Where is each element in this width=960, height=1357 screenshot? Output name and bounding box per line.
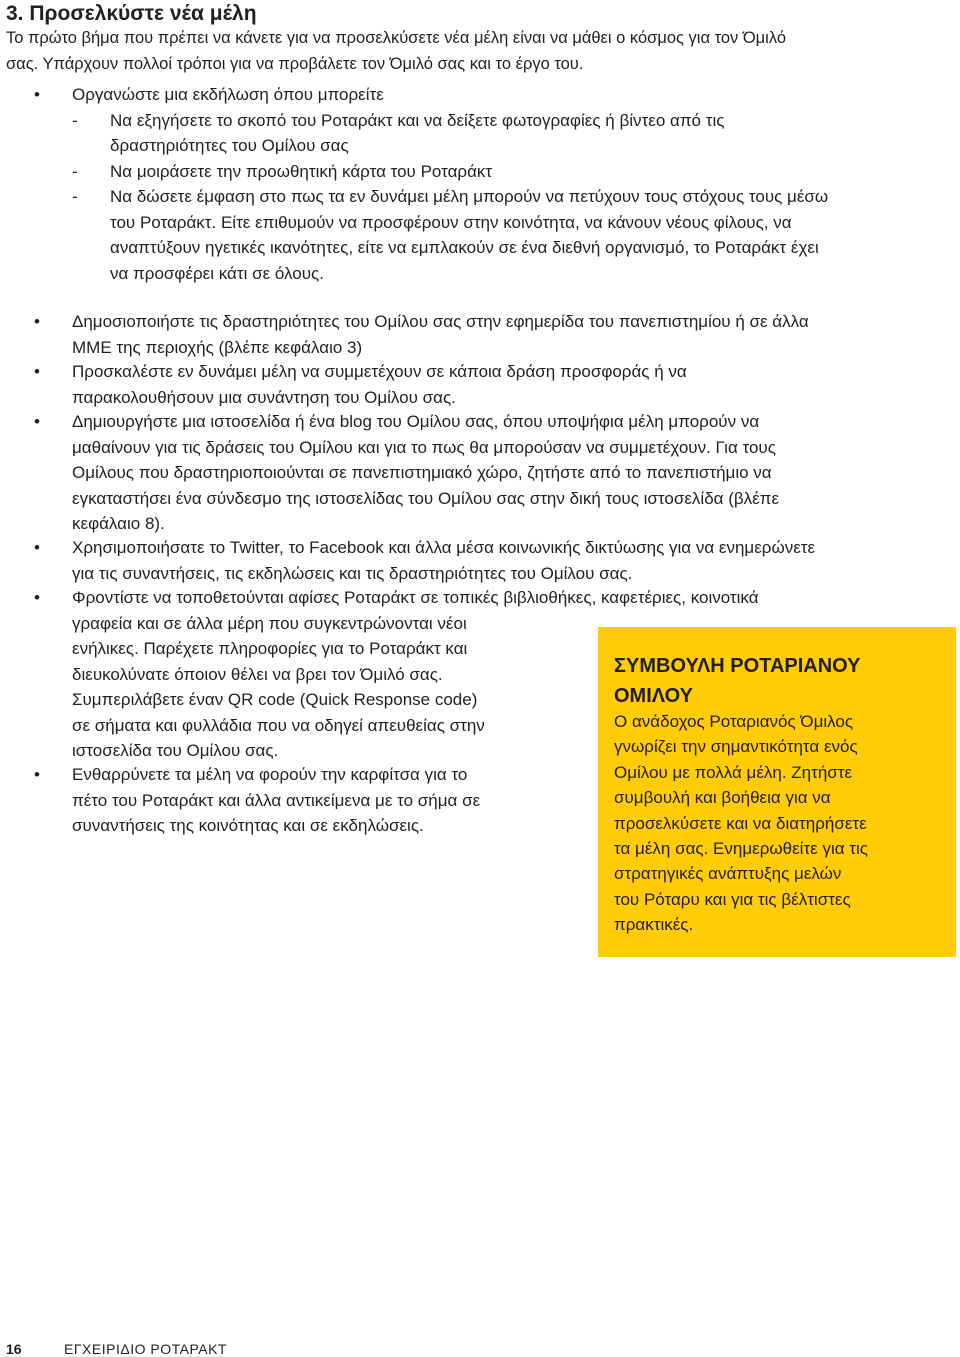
page-number: 16 [6,1341,22,1357]
tip-body-line: τα μέλη σας. Ενημερωθείτε για τις [614,838,868,858]
bullet-icon: • [34,588,40,607]
subitem-line: Να μοιράσετε την προωθητική κάρτα του Ροταράκτ [110,161,493,181]
tip-body-line: γνωρίζει την σημαντικότητα ενός [614,737,858,757]
bullet-line: για τις συναντήσεις, τις εκδηλώσεις και τις δραστηριότητες του Ομίλου σας. [72,563,633,583]
tip-body-line: Ομίλου με πολλά μέλη. Ζητήστε [614,762,853,782]
subitem-line: αναπτύξουν ηγετικές ικανότητες, είτε να εμπλακούν σε ένα διεθνή οργανισμό, το Ροταράκτ έχει [110,238,819,257]
tip-body-line: προσελκύσετε και να διατηρήσετε [614,813,867,833]
intro-line: σας. Υπάρχουν πολλοί τρόποι για να προβάλετε τον Όμιλό σας και το έργο του. [6,54,584,73]
tip-box [598,627,956,957]
tip-body [614,709,868,938]
subitem-line: Να εξηγήσετε το σκοπό του Ροταράκτ και να δείξετε φωτογραφίες ή βίντεο από τις [110,110,725,130]
tip-body-line: του Ρόταρυ και για τις βέλτιστες [614,889,851,909]
intro-line: Το πρώτο βήμα που πρέπει να κάνετε για να προσελκύσετε νέα μέλη είναι να μάθει ο κόσμος για τον Όμιλό [6,29,786,47]
bullet-icon: • [34,765,40,784]
bullet-line: σε σήματα και φυλλάδια που να οδηγεί απευθείας στην [72,715,485,735]
dash-icon: - [72,161,78,181]
subitem-line: του Ροταράκτ. Είτε επιθυμούν να προσφέρουν στην κοινότητα, να κάνουν νέους φίλους, να [110,212,792,232]
bullet-line: Χρησιμοποιήσατε το Twitter, το Facebook και άλλα μέσα κοινωνικής δικτύωσης για να ενημερώνετε [72,538,816,557]
bullet-icon: • [34,85,40,104]
bullet-line: γραφεία και σε άλλα μέρη που συγκεντρώνονται νέοι [72,613,467,633]
bullet-icon: • [34,412,40,431]
bullet-line: διευκολύνατε όποιον θέλει να βρει τον Όμιλό σας. [72,664,443,684]
bullet-line: Προσκαλέστε εν δυνάμει μέλη να συμμετέχουν σε κάποια δράση προσφοράς ή να [72,362,687,381]
bullet-line: πέτο του Ροταράκτ και άλλα αντικείμενα με το σήμα σε [72,790,481,810]
bullet-line: Συμπεριλάβετε έναν QR code (Quick Response code) [72,690,478,709]
bullet-line: συναντήσεις της κοινότητας και σε εκδηλώσεις. [72,816,424,835]
footer-title: ΕΓΧΕΙΡΙΔΙΟ ΡΟΤΑΡΑΚΤ [64,1341,227,1357]
bullet-line: ΜΜΕ της περιοχής (βλέπε κεφάλαιο 3) [72,337,363,357]
subitem-line: Να δώσετε έμφαση στο πως τα εν δυνάμει μέλη μπορούν να πετύχουν τους στόχους τους μέσω [110,187,829,206]
page-title: 3. Προσελκύστε νέα μέλη [6,2,257,25]
bullet-icon: • [34,538,40,557]
bullet-line: Ομίλους που δραστηριοποιούνται σε πανεπιστημιακό χώρο, ζητήστε από το πανεπιστήμιο να [72,463,772,482]
tip-title [614,651,861,711]
tip-body-line: πρακτικές. [614,915,694,935]
bullet-line: ιστοσελίδα του Ομίλου σας. [72,741,279,760]
bullet-icon: • [34,362,40,381]
dash-icon: - [72,110,78,130]
bullet-line: παρακολουθήσουν μια συνάντηση του Ομίλου σας. [72,387,456,407]
bullet-line: Οργανώστε μια εκδήλωση όπου μπορείτε [72,85,384,104]
subitem-line: να προσφέρει κάτι σε όλους. [110,263,324,283]
bullet-line: Ενθαρρύνετε τα μέλη να φορούν την καρφίτσα για το [72,765,468,784]
tip-body-line: στρατηγικές ανάπτυξης μελών [614,864,842,884]
subitem-line: δραστηριότητες του Ομίλου σας [110,136,349,155]
tip-title-line: ΟΜΙΛΟΥ [614,685,693,707]
bullet-line: Δημιουργήστε μια ιστοσελίδα ή ένα blog του Ομίλου σας, όπου υποψήφια μέλη μπορούν να [72,412,760,431]
bullet-line: μαθαίνουν για τις δράσεις του Ομίλου και για το πως θα μπορούσαν να συμμετέχουν. Για τους [72,437,776,457]
dash-icon: - [72,187,78,206]
tip-body-line: συμβουλή και βοήθεια για να [614,788,831,808]
bullet-line: Δημοσιοποιήστε τις δραστηριότητες του Ομίλου σας στην εφημερίδα του πανεπιστημίου ή σε άλλα [72,312,809,331]
intro-paragraph [6,26,936,77]
bullet-line: εγκαταστήσει ένα σύνδεσμο της ιστοσελίδας του Ομίλου σας στην δική τους ιστοσελίδα (βλέπε [72,488,780,508]
tip-body-line: Ο ανάδοχος Ροταριανός Όμιλος [614,712,854,731]
bullet-line: κεφάλαιο 8). [72,514,165,533]
bullet-line: Φροντίστε να τοποθετούνται αφίσες Ροταράκτ σε τοπικές βιβλιοθήκες, καφετέριες, κοινοτικά [72,588,759,607]
bullet-line: ενήλικες. Παρέχετε πληροφορίες για το Ροταράκτ και [72,639,468,658]
bullet-icon: • [34,312,40,331]
tip-title-line: ΣΥΜΒΟΥΛΗ ΡΟΤΑΡΙΑΝΟΥ [614,655,861,677]
